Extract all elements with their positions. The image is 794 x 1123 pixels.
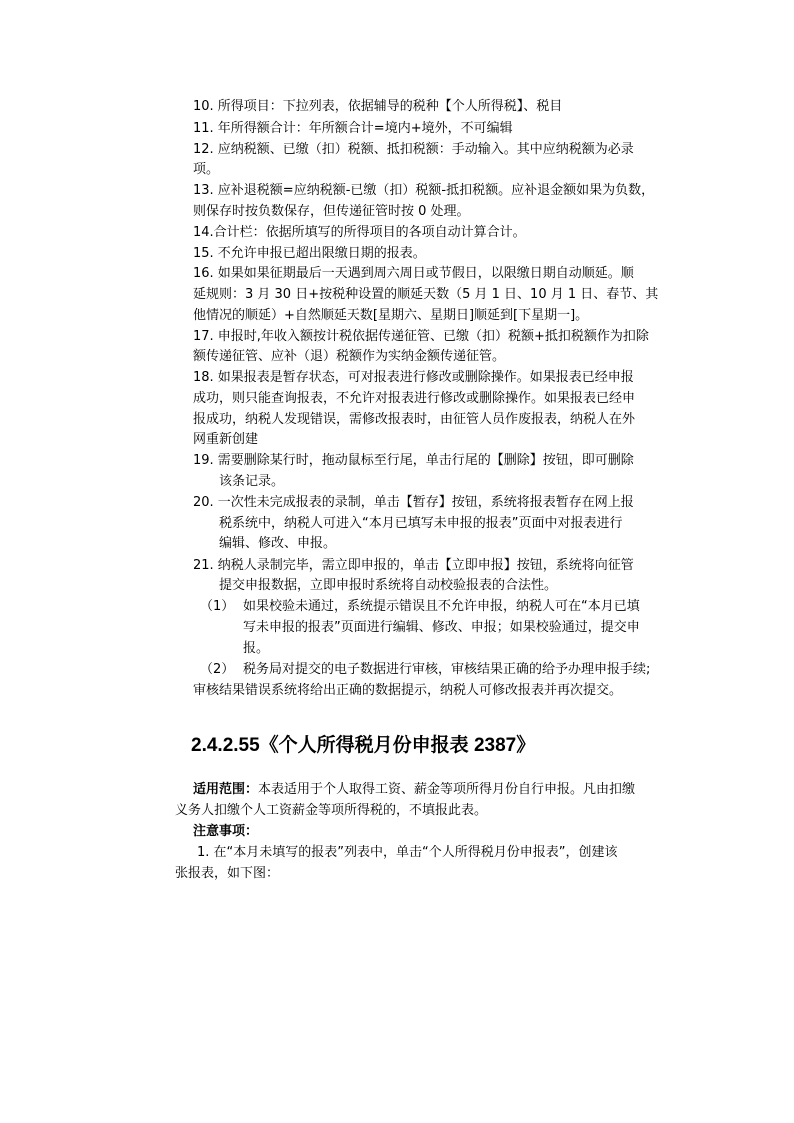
list-item-14: 14.合计栏：依据所填写的所得项目的各项自动计算合计。 xyxy=(193,225,526,240)
list-item-15: 15. 不允许申报已超出限缴日期的报表。 xyxy=(193,246,426,261)
section-heading: 2.4.2.55《个人所得税月份申报表 2387》 xyxy=(191,735,536,756)
sub-item-1-line-1: 如果校验未通过，系统提示错误且不允许申报，纳税人可在“本月已填 xyxy=(243,599,640,614)
list-item-18-cont-1: 成功，则只能查询报表，不允许对报表进行修改或删除操作。如果报表已经申 xyxy=(193,391,636,406)
list-item-16-cont-2: 他情况的顺延）+自然顺延天数[星期六、星期日]顺延到[下星期一]。 xyxy=(193,308,589,323)
list-item-16-cont-1: 延规则：3 月 30 日+按税种设置的顺延天数（5 月 1 日、10 月 1 日、春节、其 xyxy=(193,287,659,302)
list-item-12: 12. 应纳税额、已缴（扣）税额、抵扣税额：手动输入。其中应纳税额为必录 xyxy=(193,142,634,157)
list-item-20-cont-1: 税系统中，纳税人可进入“本月已填写未申报的报表”页面中对报表进行 xyxy=(219,516,623,531)
sub-item-2-marker: （2） xyxy=(200,662,235,677)
notes-line-2: 张报表，如下图： xyxy=(175,866,280,881)
scope-line-1 xyxy=(193,780,635,799)
list-item-13-cont: 则保存时按负数保存，但传递征管时按 0 处理。 xyxy=(193,204,470,219)
list-item-20-cont-2: 编辑、修改、申报。 xyxy=(219,536,337,551)
list-item-21: 21. 纳税人录制完毕，需立即申报的，单击【立即申报】按钮，系统将向征管 xyxy=(193,558,634,573)
scope-line-2: 义务人扣缴个人工资薪金等项所得税的，不填报此表。 xyxy=(175,803,488,818)
notes-line-1: 1. 在“本月未填写的报表”列表中，单击“个人所得税月份申报表”，创建该 xyxy=(197,845,618,860)
list-item-17: 17. 申报时,年收入额按计税依据传递征管、已缴（扣）税额+抵扣税额作为扣除 xyxy=(193,329,649,344)
list-item-19-cont: 该条记录。 xyxy=(219,474,285,489)
list-item-13: 13. 应补退税额=应纳税额-已缴（扣）税额-抵扣税额。应补退金额如果为负数， xyxy=(193,183,655,198)
list-item-10: 10. 所得项目：下拉列表，依据辅导的税种【个人所得税】、税目 xyxy=(193,99,563,114)
sub-item-1-line-2: 写未申报的报表”页面进行编辑、修改、申报；如果校验通过，提交申 xyxy=(243,620,640,635)
list-item-18-cont-3: 网重新创建 xyxy=(193,432,259,447)
scope-text-1: 本表适用于个人取得工资、薪金等项所得月份自行申报。凡由扣缴 xyxy=(258,782,636,797)
notes-label: 注意事项： xyxy=(193,824,259,839)
list-item-17-cont: 额传递征管、应补（退）税额作为实纳金额传递征管。 xyxy=(193,349,506,364)
list-item-12-cont: 项。 xyxy=(193,162,220,177)
list-item-11: 11. 年所得额合计：年所额合计=境内+境外，不可编辑 xyxy=(193,121,513,136)
scope-label: 适用范围： xyxy=(193,782,259,797)
list-item-21-cont: 提交申报数据，立即申报时系统将自动校验报表的合法性。 xyxy=(219,578,558,593)
sub-item-1-marker: （1） xyxy=(200,599,235,614)
list-item-18-cont-2: 报成功，纳税人发现错误，需修改报表时，由征管人员作废报表，纳税人在外 xyxy=(193,412,636,427)
list-item-19: 19. 需要删除某行时，拖动鼠标至行尾，单击行尾的【删除】按钮，即可删除 xyxy=(193,453,634,468)
list-item-18: 18. 如果报表是暂存状态，可对报表进行修改或删除操作。如果报表已经申报 xyxy=(193,370,634,385)
sub-item-2-line-2: 审核结果错误系统将给出正确的数据提示，纳税人可修改报表并再次提交。 xyxy=(193,683,623,698)
list-item-16: 16. 如果如果征期最后一天遇到周六周日或节假日，以限缴日期自动顺延。顺 xyxy=(193,266,634,281)
list-item-20: 20. 一次性未完成报表的录制，单击【暂存】按钮，系统将报表暂存在网上报 xyxy=(193,495,634,510)
sub-item-2-line-1: 税务局对提交的电子数据进行审核，审核结果正确的给予办理申报手续; xyxy=(243,662,651,677)
sub-item-1-line-3: 报。 xyxy=(243,641,270,656)
